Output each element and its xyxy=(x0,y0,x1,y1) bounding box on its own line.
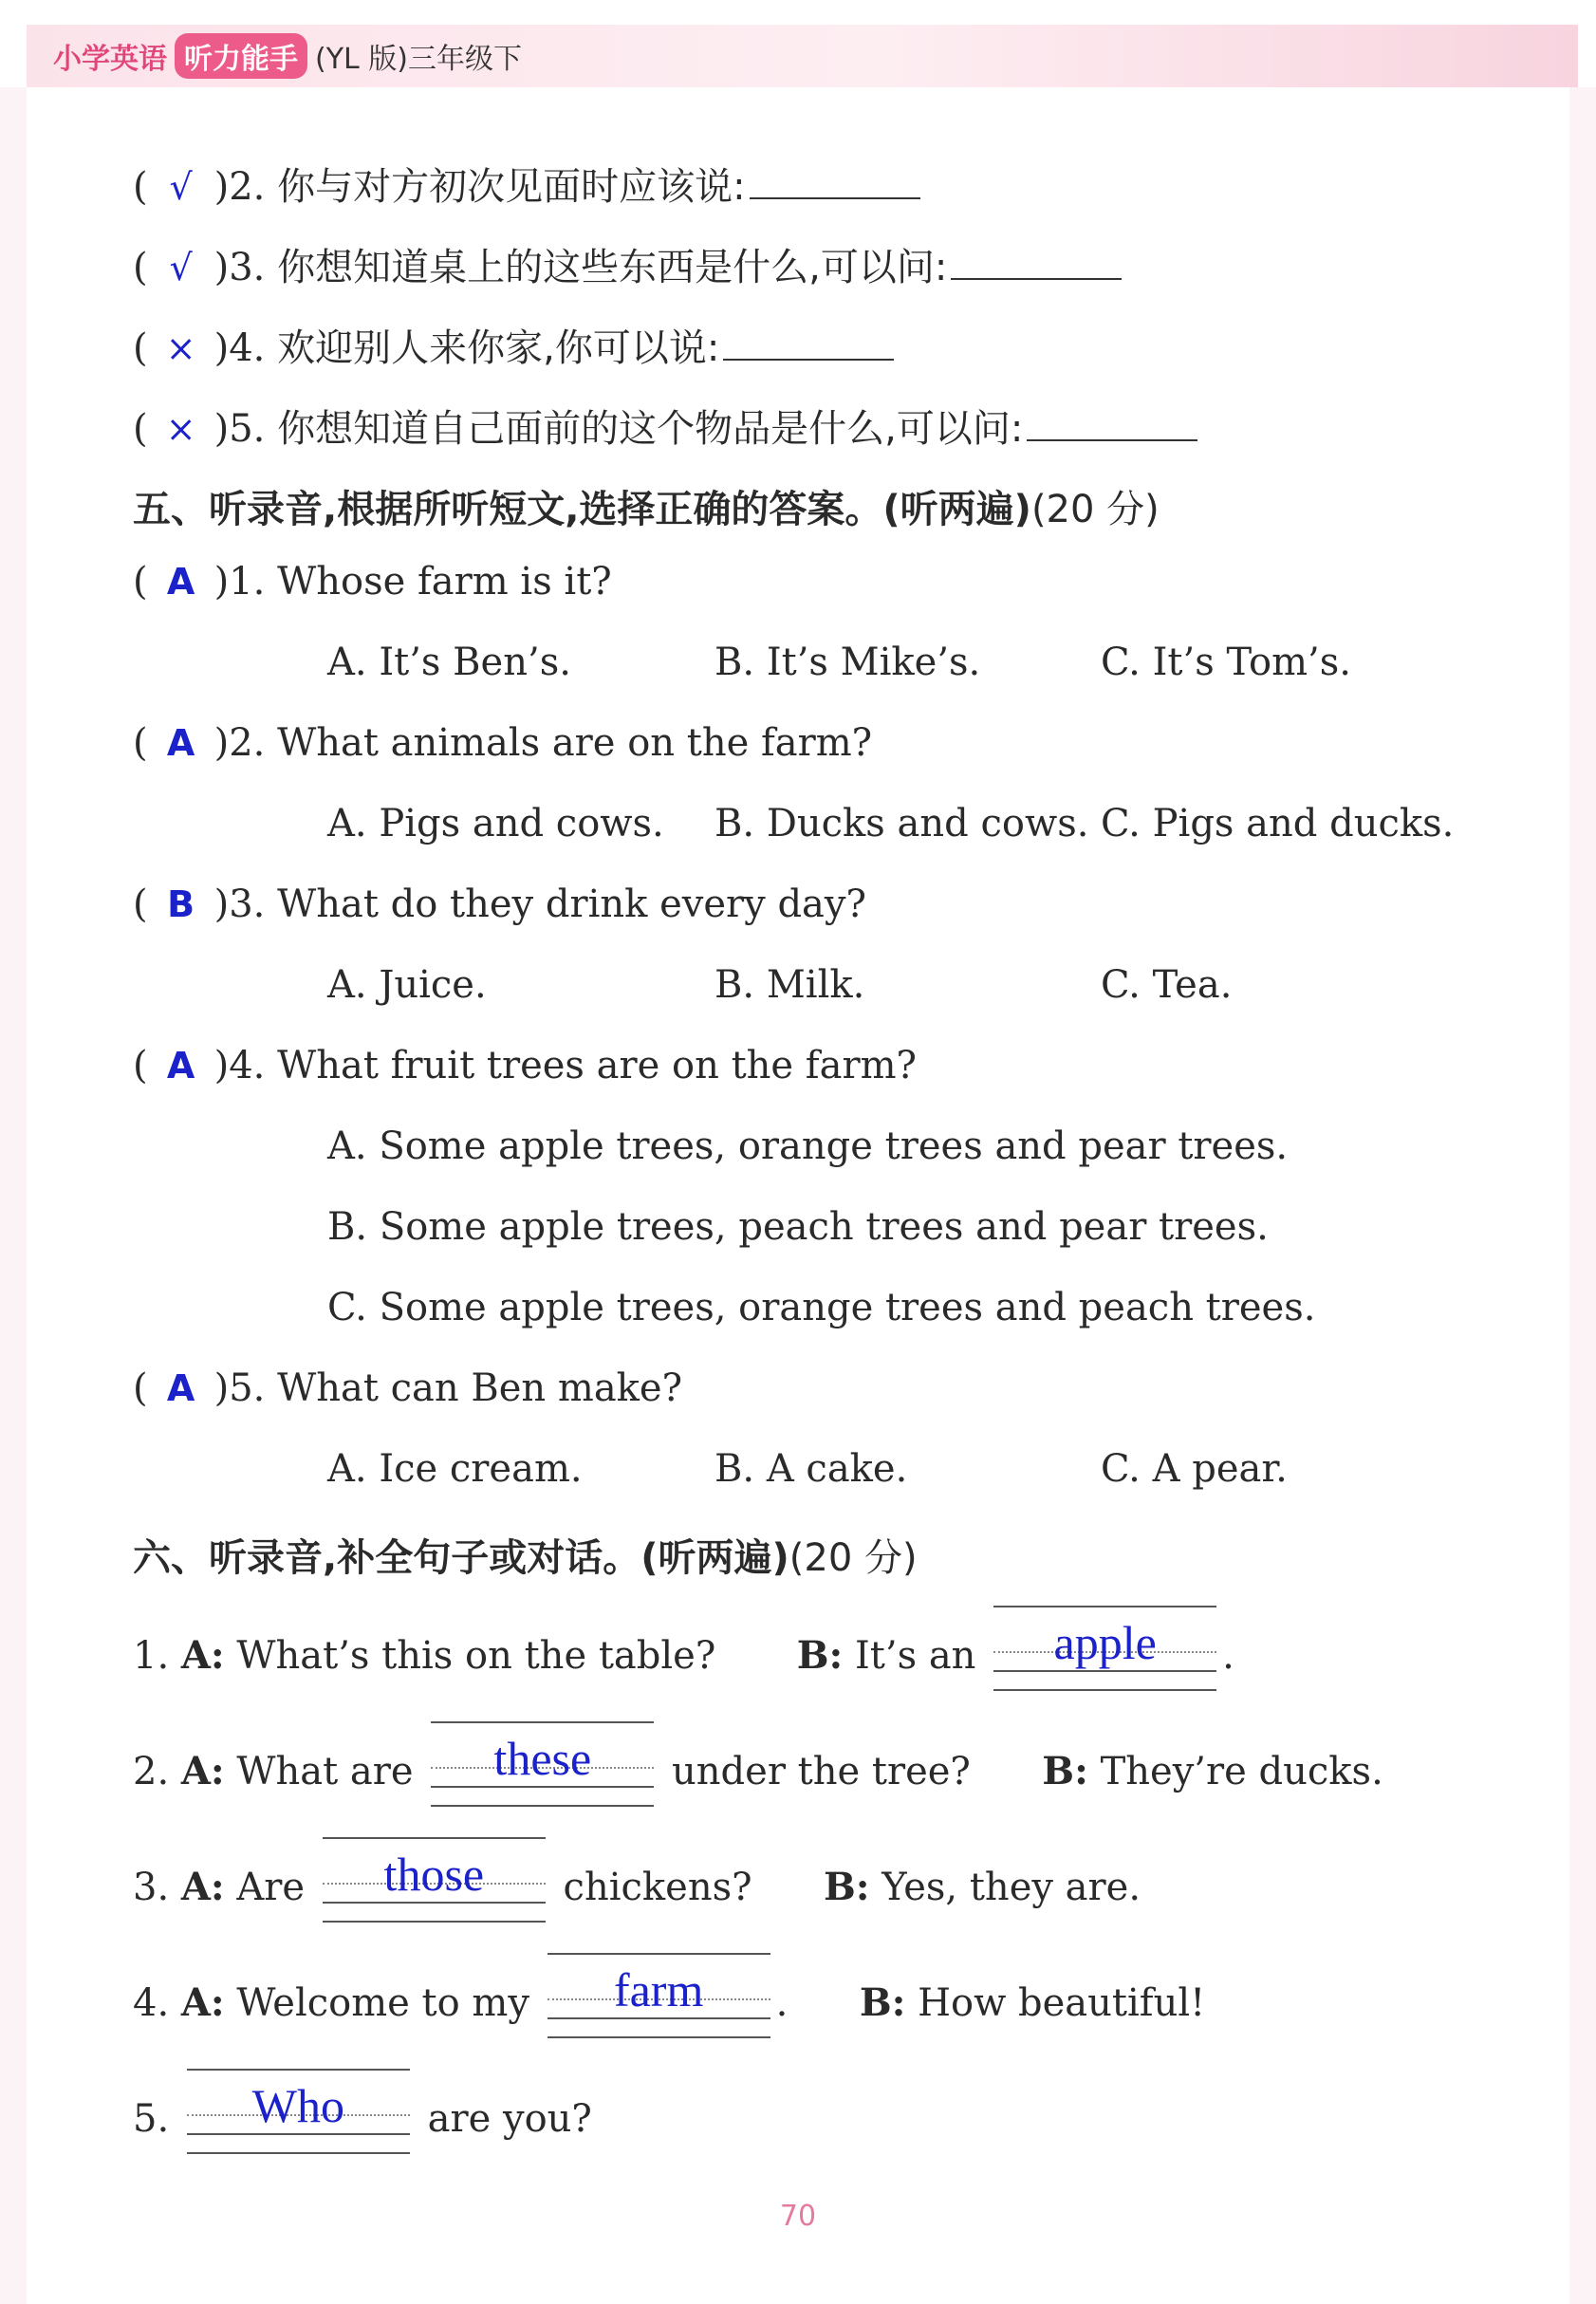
left-margin-band xyxy=(0,87,27,2304)
judge-item-2: ( √ )2. 你与对方初次见面时应该说: xyxy=(133,157,920,211)
answer-blank xyxy=(1027,407,1197,441)
item-text: 你想知道自己面前的这个物品是什么,可以问: xyxy=(277,407,1024,451)
item-text: 你想知道桌上的这些东西是什么,可以问: xyxy=(277,246,948,289)
answer-blank xyxy=(547,1963,770,2027)
option-b: B. Some apple trees, peach trees and pear trees. xyxy=(327,1205,1269,1249)
answer-mark: A xyxy=(166,561,195,603)
fill-item-3: 3. A: Are those chickens? B: Yes, they are. xyxy=(133,1854,1141,1911)
item-text: 欢迎别人来你家,你可以说: xyxy=(277,326,720,370)
answer-blank xyxy=(431,1732,654,1795)
question-2: ( A )2. What animals are on the farm? xyxy=(133,721,873,765)
question-5: ( A )5. What can Ben make? xyxy=(133,1366,683,1410)
option-a: A. Juice. xyxy=(327,963,487,1007)
filled-answer: those xyxy=(383,1848,485,1901)
option-b: B. It’s Mike’s. xyxy=(714,641,981,684)
edition-label: (YL 版)三年级下 xyxy=(315,43,522,76)
answer-mark: A xyxy=(166,1045,195,1087)
section-5-title: 五、听录音,根据所听短文,选择正确的答案。(听两遍)(20 分) xyxy=(133,488,1160,531)
brand-logo: 听力能手 xyxy=(175,33,307,79)
option-b: B. Ducks and cows. xyxy=(714,802,1089,845)
question-text: Whose farm is it? xyxy=(277,560,612,604)
question-1: ( A )1. Whose farm is it? xyxy=(133,560,612,604)
item-text: 你与对方初次见面时应该说: xyxy=(277,165,746,209)
option-a: A. Some apple trees, orange trees and pear trees. xyxy=(327,1124,1289,1168)
option-a: A. It’s Ben’s. xyxy=(327,641,571,684)
judge-item-3: ( √ )3. 你想知道桌上的这些东西是什么,可以问: xyxy=(133,237,1122,291)
option-b: B. Milk. xyxy=(714,963,865,1007)
answer-blank xyxy=(323,1848,546,1911)
answer-mark: × xyxy=(165,408,196,450)
question-4: ( A )4. What fruit trees are on the farm? xyxy=(133,1044,917,1087)
right-margin-band xyxy=(1569,87,1596,2304)
section-6-title: 六、听录音,补全句子或对话。(听两遍)(20 分) xyxy=(133,1536,918,1580)
option-c: C. It’s Tom’s. xyxy=(1101,641,1351,684)
filled-answer: Who xyxy=(251,2079,344,2132)
question-3: ( B )3. What do they drink every day? xyxy=(133,883,866,926)
option-c: C. Tea. xyxy=(1101,963,1233,1007)
option-c: C. Pigs and ducks. xyxy=(1101,802,1455,845)
fill-item-2: 2. A: What are these under the tree? B: They’re ducks. xyxy=(133,1738,1383,1795)
answer-blank xyxy=(750,165,920,199)
page-number: 70 xyxy=(779,2200,817,2233)
option-c: C. A pear. xyxy=(1101,1447,1288,1491)
answer-blank xyxy=(993,1616,1216,1680)
question-text: What animals are on the farm? xyxy=(277,721,873,765)
option-a: A. Ice cream. xyxy=(327,1447,583,1491)
answer-mark: B xyxy=(167,883,195,925)
option-b: B. A cake. xyxy=(714,1447,908,1491)
option-c: C. Some apple trees, orange trees and peach trees. xyxy=(327,1286,1316,1329)
page-header xyxy=(27,25,1578,87)
answer-mark: A xyxy=(166,722,195,764)
judge-item-4: ( × )4. 欢迎别人来你家,你可以说: xyxy=(133,318,894,372)
series-name: 小学英语 xyxy=(53,43,167,76)
filled-answer: apple xyxy=(1053,1616,1157,1669)
question-text: What can Ben make? xyxy=(277,1366,683,1410)
fill-item-4: 4. A: Welcome to my farm . B: How beautiful! xyxy=(133,1970,1205,2027)
answer-mark: √ xyxy=(169,166,193,208)
filled-answer: these xyxy=(493,1732,592,1785)
answer-mark: A xyxy=(166,1367,195,1409)
answer-blank xyxy=(951,246,1122,280)
filled-answer: farm xyxy=(613,1963,704,2016)
question-text: What do they drink every day? xyxy=(277,883,866,926)
answer-mark: √ xyxy=(169,247,193,288)
answer-blank xyxy=(723,326,894,361)
answer-mark: × xyxy=(165,327,196,369)
option-a: A. Pigs and cows. xyxy=(327,802,664,845)
question-text: What fruit trees are on the farm? xyxy=(277,1044,917,1087)
answer-blank xyxy=(187,2079,410,2143)
judge-item-5: ( × )5. 你想知道自己面前的这个物品是什么,可以问: xyxy=(133,399,1197,453)
fill-item-5: 5. Who are you? xyxy=(133,2086,592,2143)
fill-item-1: 1. A: What’s this on the table? B: It’s an apple . xyxy=(133,1623,1234,1680)
